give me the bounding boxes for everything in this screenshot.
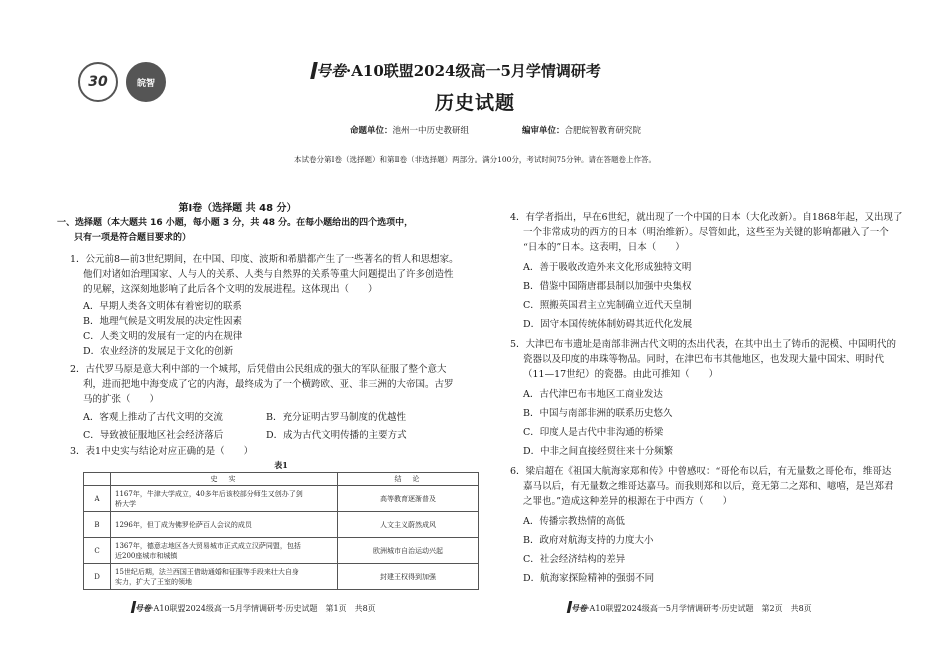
option-d[interactable]: D．航海家探险精神的强弱不同 [523, 573, 655, 584]
option-d[interactable]: D．中非之间直接经贸往来十分频繁 [523, 446, 674, 457]
exam-title-text: ·A10联盟2024级高一5月学情调研考 [346, 62, 601, 80]
school-seal-logo: 30 [78, 62, 118, 102]
option-d[interactable]: D．固守本国传统体制妨碍其近代化发展 [523, 319, 693, 330]
subject-title: 历史试题 [434, 92, 515, 114]
option-b[interactable]: B．借鉴中国隋唐郡县制以加强中央集权 [523, 281, 692, 292]
question-4: 4．有学者指出，早在6世纪，就出现了一个中国的日本（大化改新）。自1868年起，又出现了 一个非常成功的西方的日本（明治维新）。尽管如此，这些至为关键的影响都融入了一个 “日本的”日本。这表明，日本（ ） A．善于吸收改造外来文化形成独特文明 B．借鉴中国隋唐郡县制以加强中央集权 C．照搬英国君主立宪制确立近代天皇制 D．固守本国传统体制妨碍其近代化发展 [510, 210, 903, 334]
option-c[interactable]: C．社会经济结构的差异 [523, 554, 626, 565]
col-header-fact: 史 实 [111, 473, 338, 486]
option-a[interactable]: A．善于吸收改造外来文化形成独特文明 [523, 262, 692, 273]
option-a[interactable]: A．早期人类各文明体有着密切的联系 [83, 301, 242, 312]
col-header-conclusion: 结 论 [338, 473, 479, 486]
table-row[interactable]: D 15世纪后期，法兰西国王借助通婚和征服等手段来壮大自身 实力，扩大了王室的领地 封建王权得到加强 [84, 564, 479, 590]
brand-mark: 号卷 [316, 62, 347, 80]
option-c[interactable]: C．印度人是古代中非沟通的桥梁 [523, 427, 664, 438]
option-a[interactable]: A．客观上推动了古代文明的交流 [83, 412, 223, 423]
option-c[interactable]: C．照搬英国君主立宪制确立近代天皇制 [523, 300, 692, 311]
option-a[interactable]: A．传播宗教热情的高低 [523, 516, 625, 527]
question-6: 6．梁启超在《祖国大航海家郑和传》中曾感叹：“哥伦布以后，有无量数之哥伦布，维哥达 嘉马以后，有无量数之维哥达嘉马。而我则郑和以后，竟无第二之郑和、噫嘻，是岂郑君 之罪也。”造成这种差异的根源在于中西方（ ） A．传播宗教热情的高低 B．政府对航海支持的力度大小 C．社会经济结构的差异 D．航海家探险精神的强弱不同 [510, 464, 894, 588]
exam-title [312, 60, 601, 81]
table-row[interactable]: A 1167年，牛津大学成立，40多年后该校部分师生又创办了剑 桥大学 高等教育逐渐普及 [84, 486, 479, 512]
institute-seal-logo: 皖智 [126, 62, 166, 102]
question-3-stem: 3．表1中史实与结论对应正确的是（ ） [70, 446, 254, 457]
table-row[interactable]: C 1367年，德意志地区各大贸易城市正式成立汉萨同盟，包括 近200座城市和城镇 欧洲城市自治运动兴起 [84, 538, 479, 564]
reviewer-info: 编审单位：合肥皖智教育研究院 [522, 126, 642, 136]
option-d[interactable]: D．农业经济的发展足于文化的创新 [83, 346, 234, 357]
footer-right: 号卷·A10联盟2024级高一5月学情调研考·历史试题 第2页 共8页 [568, 601, 812, 614]
option-b[interactable]: B．地理气候是文明发展的决定性因素 [83, 316, 242, 327]
exam-notice: 本试卷分第Ⅰ卷（选择题）和第Ⅱ卷（非选择题）两部分。满分100分，考试时间75分钟。请在答题卷上作答。 [294, 155, 656, 164]
section-instructions: 一、选择题（本大题共 16 小题，每小题 3 分，共 48 分。在每小题给出的四个选项中， 只有一项是符合题目要求的） [57, 218, 414, 243]
option-c[interactable]: C．导致被征服地区社会经济落后 [83, 430, 224, 441]
table-row[interactable]: B 1296年，但丁成为佛罗伦萨百人会议的成员 人文主义蔚然成风 [84, 512, 479, 538]
option-d[interactable]: D．成为古代文明传播的主要方式 [266, 430, 407, 441]
option-b[interactable]: B．中国与南部非洲的联系历史悠久 [523, 408, 673, 419]
question-5: 5．大津巴布韦遗址是南部非洲古代文明的杰出代表，在其中出土了铸币的泥模、中国明代的 瓷器以及印度的串珠等物品。同时，在津巴布韦其他地区，也发现大量中国宋、明时代 （11—17世纪）的瓷器。由此可推知（ ） A．古代津巴布韦地区工商业发达 B．中国与南部非洲的联系历史悠久 C．印度人是古代中非沟通的桥梁 D．中非之间直接经贸往来十分频繁 [510, 337, 896, 461]
table-caption: 表1 [274, 460, 288, 470]
setter-info: 命题单位：池州一中历史教研组 [350, 126, 470, 136]
footer-left: 号卷·A10联盟2024级高一5月学情调研考·历史试题 第1页 共8页 [132, 601, 376, 614]
question-2: 2．古代罗马原是意大利中部的一个城邦，后凭借由公民组成的强大的军队征服了整个意大 利，进而把地中海变成了它的内海，最终成为了一个横跨欧、亚、非三洲的大帝国。古罗 马的扩张（ ） A．客观上推动了古代文明的交流 B．充分证明古罗马制度的优越性 C．导致被征服地区社会经济落后 D．成为古代文明传播的主要方式 [70, 364, 454, 441]
option-a[interactable]: A．古代津巴布韦地区工商业发达 [523, 389, 663, 400]
question-1: 1．公元前8—前3世纪期间，在中国、印度、波斯和希腊都产生了一些著名的哲人和思想家。 他们对诸如治理国家、人与人的关系、人类与自然界的关系等重大问题提出了许多创造性 的见解，这深刻地影响了此后各个文明的发展进程。这体现出（ ） A．早期人类各文明体有着密切的联系 B．地理气候是文明发展的决定性因素 C．人类文明的发展有一定的内在规律 D．农业经济的发展足于文化的创新 [70, 254, 459, 357]
option-b[interactable]: B．充分证明古罗马制度的优越性 [266, 412, 406, 423]
table-header-row [84, 473, 479, 486]
option-c[interactable]: C．人类文明的发展有一定的内在规律 [83, 331, 243, 342]
facts-table [83, 472, 479, 590]
volume-title: 第Ⅰ卷（选择题 共 48 分） [178, 203, 297, 214]
option-b[interactable]: B．政府对航海支持的力度大小 [523, 535, 654, 546]
